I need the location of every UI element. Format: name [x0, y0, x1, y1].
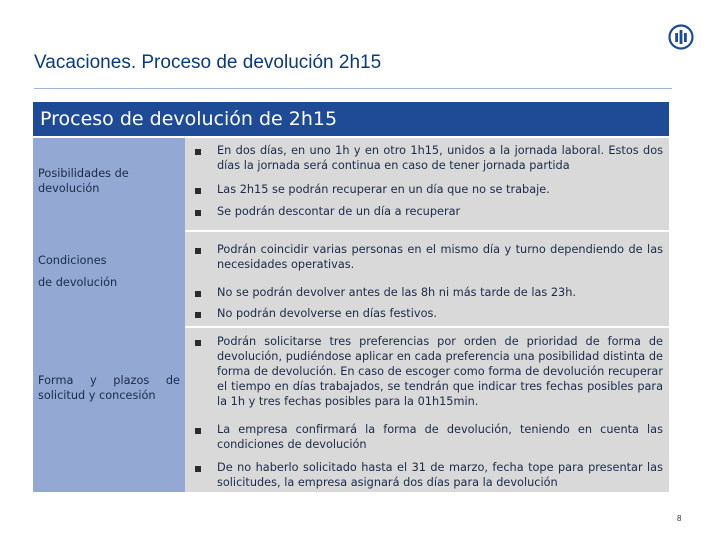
- section-separator: [185, 230, 669, 232]
- section-label-condiciones-line1: Condiciones: [38, 254, 107, 267]
- bullet-marker: [195, 248, 201, 254]
- bullet-text: No podrán devolverse en días festivos.: [217, 307, 437, 320]
- section-separator: [185, 326, 669, 328]
- bullet-text: Podrán coincidir varias personas en el mismo día y turno dependiendo de las necesidades operativas.: [217, 243, 663, 271]
- section-banner: Proceso de devolución de 2h15: [33, 102, 669, 136]
- bullet-marker: [195, 188, 201, 194]
- allianz-logo-icon: [668, 24, 694, 50]
- bullet-text: En dos días, en uno 1h y en otro 1h15, unidos a la jornada laboral. Estos dos días la jornada será continua en caso de tener jornada partida: [217, 144, 663, 172]
- bullet-marker: [195, 340, 201, 346]
- bullet-marker: [195, 291, 201, 297]
- page-title: Vacaciones. Proceso de devolución 2h15: [34, 52, 382, 73]
- bullet-text: La empresa confirmará la forma de devolución, teniendo en cuenta las condiciones de devolución: [217, 423, 663, 451]
- bullet-text: Podrán solicitarse tres preferencias por orden de prioridad de forma de devolución, pudiéndose aplicar en cada preferencia una posibilidad distinta de forma de devolución. En caso de escoger como forma de devolución recuperar el tiempo en días trabajados, se tendrán que indicar tres fechas posibles para la 1h y tres fechas posibles para la 01h15min.: [217, 335, 663, 408]
- bullet-text: Las 2h15 se podrán recuperar en un día que no se trabaje.: [217, 183, 550, 196]
- bullet-marker: [195, 466, 201, 472]
- content-table: [33, 138, 669, 492]
- bullet-marker: [195, 210, 201, 216]
- bullet-text: Se podrán descontar de un día a recuperar: [217, 205, 461, 218]
- bullet-marker: [195, 428, 201, 434]
- bullet-marker: [195, 149, 201, 155]
- header-divider: [34, 88, 672, 89]
- section-label-forma-plazos: Forma y plazos de solicitud y concesión: [38, 374, 180, 402]
- section-label-posibilidades: Posibilidades de devolución: [38, 167, 129, 195]
- bullet-marker: [195, 312, 201, 318]
- bullet-text: No se podrán devolver antes de las 8h ni más tarde de las 23h.: [217, 286, 576, 299]
- page-number: 8: [677, 514, 682, 523]
- section-label-condiciones-line2: de devolución: [38, 276, 118, 289]
- bullet-text: De no haberlo solicitado hasta el 31 de marzo, fecha tope para presentar las solicitudes, la empresa asignará dos días para la devolución: [217, 461, 663, 489]
